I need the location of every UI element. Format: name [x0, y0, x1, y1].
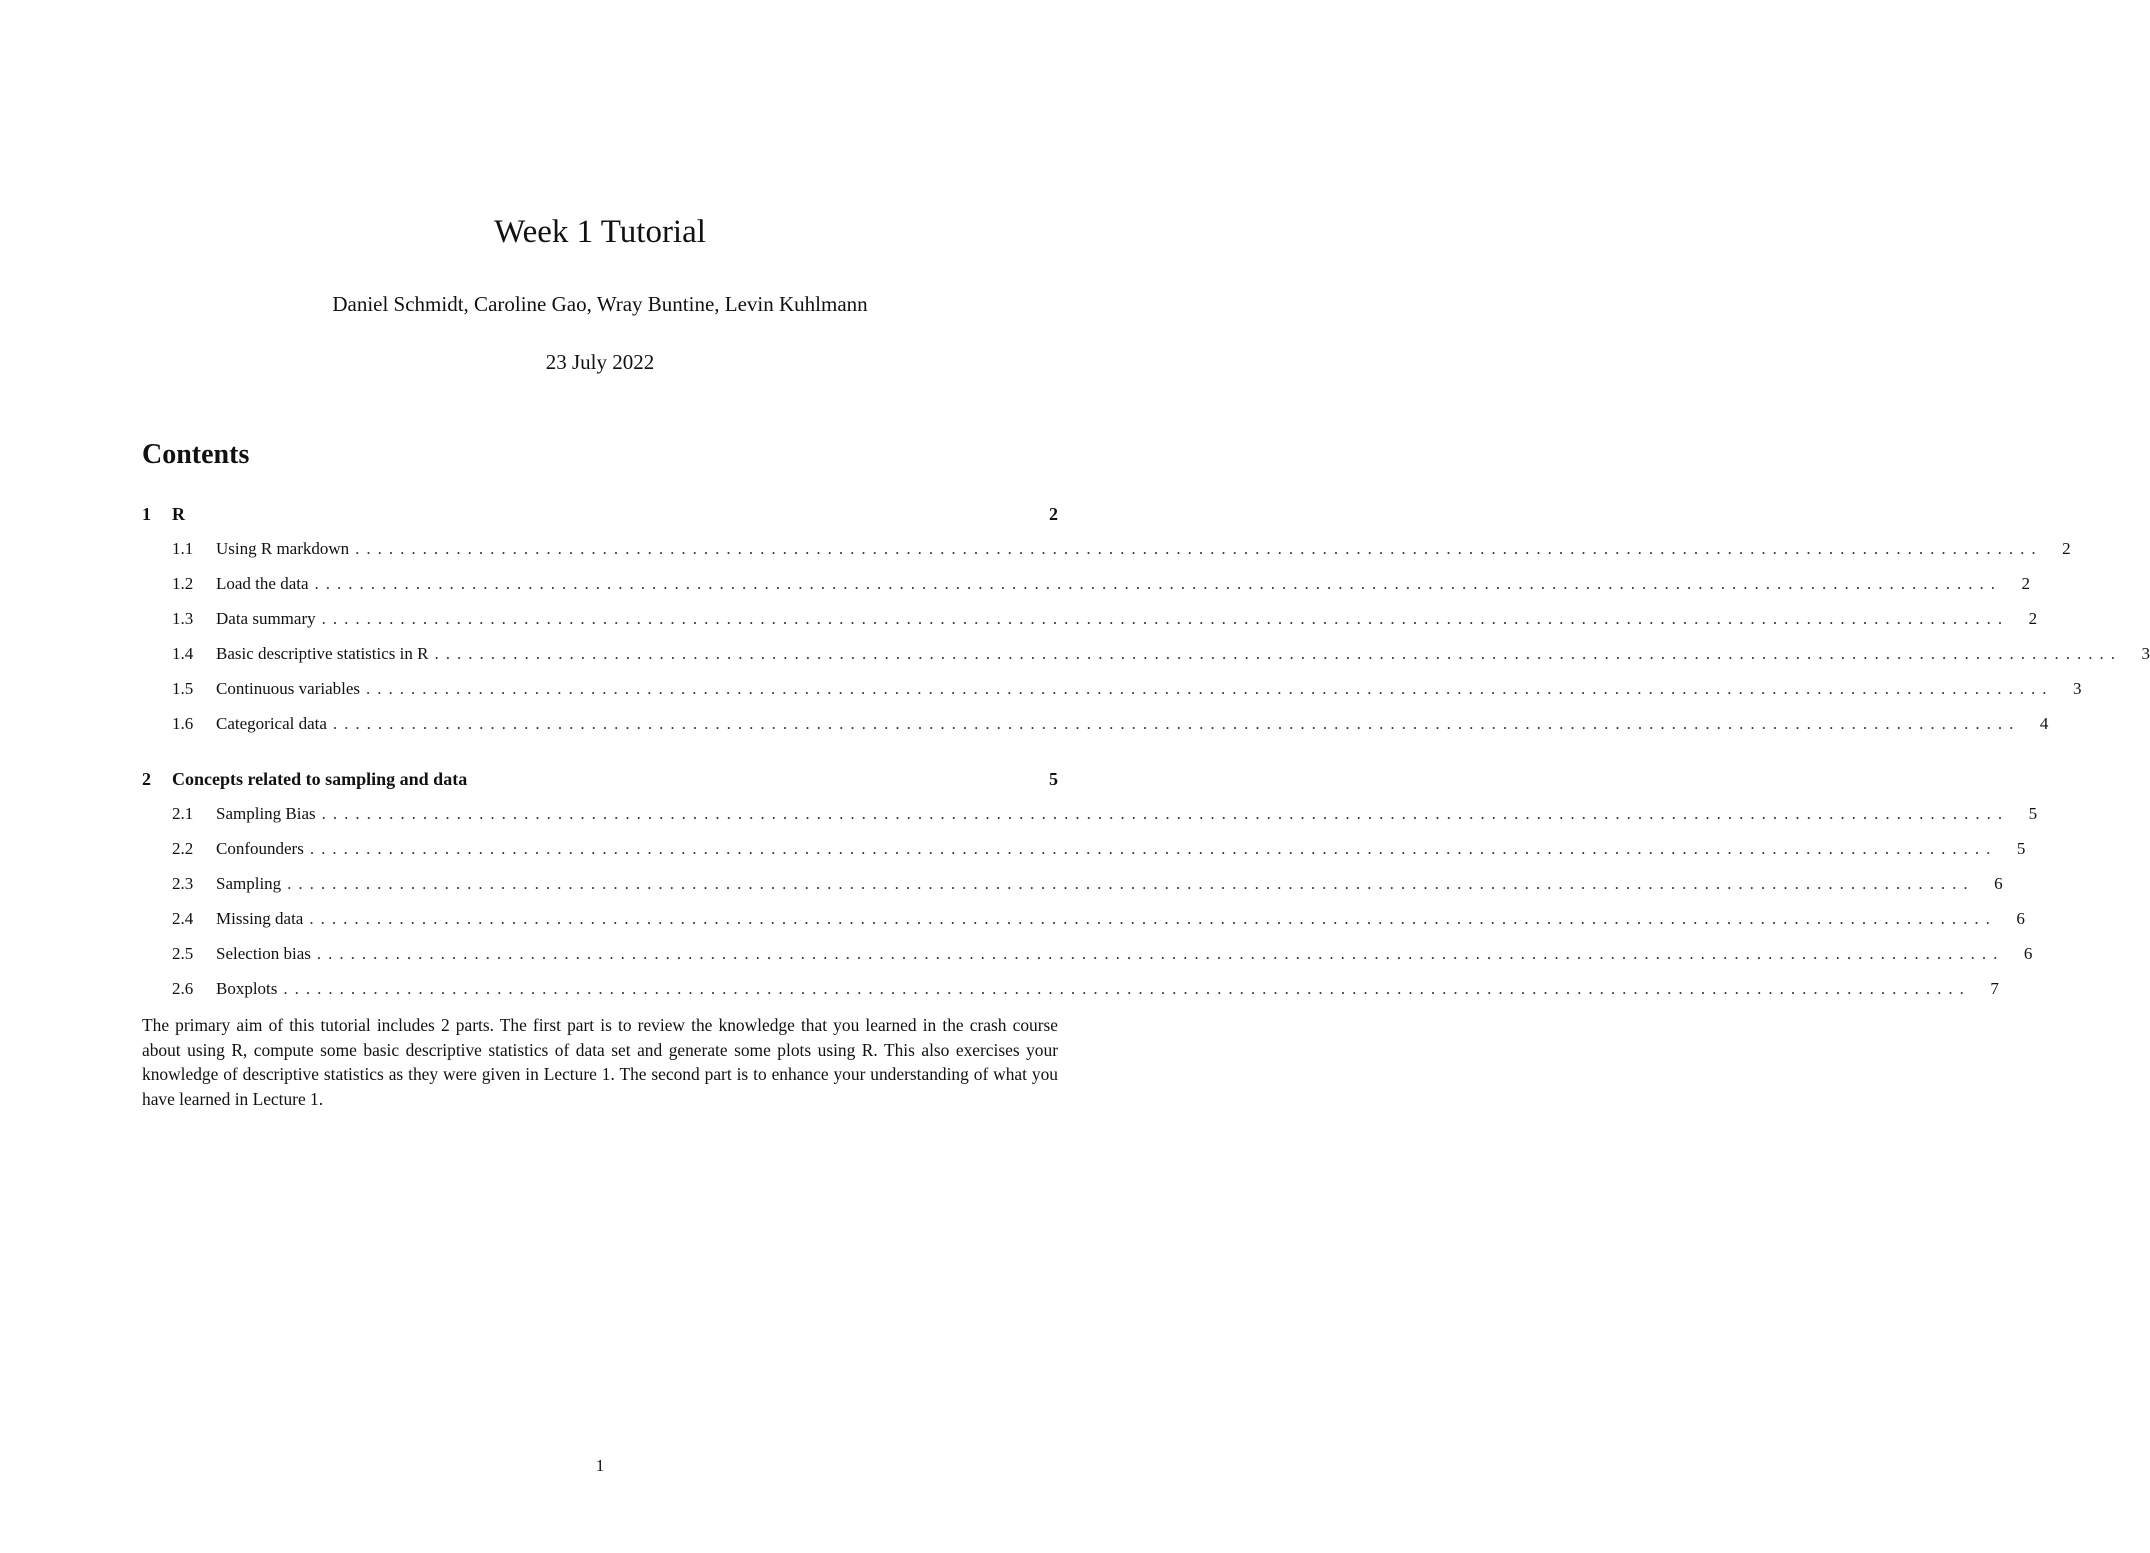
toc-subsection-number: 2.6	[172, 979, 194, 998]
toc-dot-leader: ......................................................................................................................................................	[309, 839, 1998, 858]
toc-subsection-1-6[interactable]	[142, 711, 2049, 737]
toc-section-number: 2	[142, 769, 151, 789]
toc-page-number: 4	[2039, 714, 2049, 733]
toc-subsection-title: Missing data	[216, 909, 304, 928]
toc-subsection-1-4[interactable]	[142, 641, 2150, 667]
toc-page-number: 6	[2016, 909, 2025, 928]
toc-subsection-title: Boxplots	[216, 979, 278, 998]
toc-dot-leader: ......................................................................................................................................................	[321, 804, 2010, 823]
toc-subsection-title: Sampling	[216, 874, 282, 893]
toc-subsection-1-2[interactable]	[142, 571, 2031, 597]
toc-page-number: 2	[2028, 609, 2038, 628]
toc-dot-leader: ......................................................................................................................................................	[321, 609, 2010, 628]
toc-section-1[interactable]	[142, 501, 1058, 527]
toc-page-number: 6	[2023, 944, 2033, 963]
toc-section-title: R	[172, 504, 185, 524]
toc-subsection-title: Data summary	[216, 609, 316, 628]
toc-subsection-number: 1.5	[172, 679, 194, 698]
toc-subsection-title: Sampling Bias	[216, 804, 316, 823]
toc-subsection-2-5[interactable]	[142, 941, 2033, 967]
toc-subsection-number: 2.3	[172, 874, 194, 893]
toc-subsection-1-1[interactable]	[142, 536, 2071, 562]
toc-subsection-title: Selection bias	[216, 944, 311, 963]
toc-subsection-title: Basic descriptive statistics in R	[216, 644, 429, 663]
toc-page-number: 5	[2028, 804, 2038, 823]
toc-page-number: 3	[2073, 679, 2082, 698]
toc-page-number: 7	[1990, 979, 1999, 998]
toc-page-number: 2	[2021, 574, 2031, 593]
toc-dot-leader: ......................................................................................................................................................	[434, 644, 2122, 663]
toc-subsection-number: 2.1	[172, 804, 194, 823]
toc-dot-leader: ......................................................................................................................................................	[283, 979, 1971, 998]
toc-page-number: 2	[2062, 539, 2071, 558]
toc-subsection-number: 1.2	[172, 574, 194, 593]
toc-dot-leader: ......................................................................................................................................................	[309, 909, 1997, 928]
toc-section-2[interactable]	[142, 766, 1058, 792]
toc-subsection-title: Continuous variables	[216, 679, 361, 698]
toc-subsection-title: Categorical data	[216, 714, 327, 733]
toc-subsection-number: 2.5	[172, 944, 194, 963]
toc-dot-leader: ......................................................................................................................................................	[316, 944, 2005, 963]
toc-dot-leader: ......................................................................................................................................................	[366, 679, 2054, 698]
document-authors: Daniel Schmidt, Caroline Gao, Wray Buntine, Levin Kuhlmann	[332, 292, 868, 316]
toc-subsection-number: 1.3	[172, 609, 194, 628]
toc-dot-leader: ......................................................................................................................................................	[355, 539, 2043, 558]
contents-heading: Contents	[142, 439, 250, 470]
toc-subsection-2-2[interactable]	[142, 836, 2026, 862]
toc-subsection-number: 2.2	[172, 839, 194, 858]
toc-subsection-2-4[interactable]	[142, 906, 2025, 932]
toc-subsection-number: 1.1	[172, 539, 194, 558]
toc-section-number: 1	[142, 504, 151, 524]
toc-subsection-number: 1.6	[172, 714, 194, 733]
toc-page-number: 5	[2016, 839, 2026, 858]
toc-subsection-number: 1.4	[172, 644, 194, 663]
toc-subsection-title: Using R markdown	[216, 539, 350, 558]
document-date: 23 July 2022	[545, 350, 655, 374]
toc-subsection-2-3[interactable]	[142, 871, 2003, 897]
toc-subsection-1-3[interactable]	[142, 606, 2038, 632]
toc-page-number: 6	[1994, 874, 2003, 893]
toc-subsection-1-5[interactable]	[142, 676, 2082, 702]
intro-paragraph: The primary aim of this tutorial includes 2 parts. The first part is to review the knowledge that you learned in the crash course about using R, compute some basic descriptive statistics of data set and generate some plots using R. This also exercises your knowledge of descriptive statistics as they were given in Lecture 1. The second part is to enhance your understanding of what you have learned in Lecture 1.	[142, 1015, 1058, 1109]
toc-page-number: 2	[1049, 504, 1058, 524]
page-number: 1	[595, 1456, 605, 1475]
toc-subsection-title: Load the data	[216, 574, 309, 593]
toc-subsection-2-6[interactable]	[142, 976, 1999, 1002]
toc-section-title: Concepts related to sampling and data	[172, 769, 468, 789]
toc-dot-leader: ......................................................................................................................................................	[287, 874, 1975, 893]
toc-subsection-number: 2.4	[172, 909, 194, 928]
toc-subsection-2-1[interactable]	[142, 801, 2038, 827]
toc-dot-leader: ......................................................................................................................................................	[314, 574, 2003, 593]
toc-page-number: 5	[1049, 769, 1058, 789]
toc-dot-leader: ......................................................................................................................................................	[332, 714, 2021, 733]
toc-subsection-title: Confounders	[216, 839, 304, 858]
toc-page-number: 3	[2141, 644, 2150, 663]
document-title: Week 1 Tutorial	[494, 214, 706, 250]
